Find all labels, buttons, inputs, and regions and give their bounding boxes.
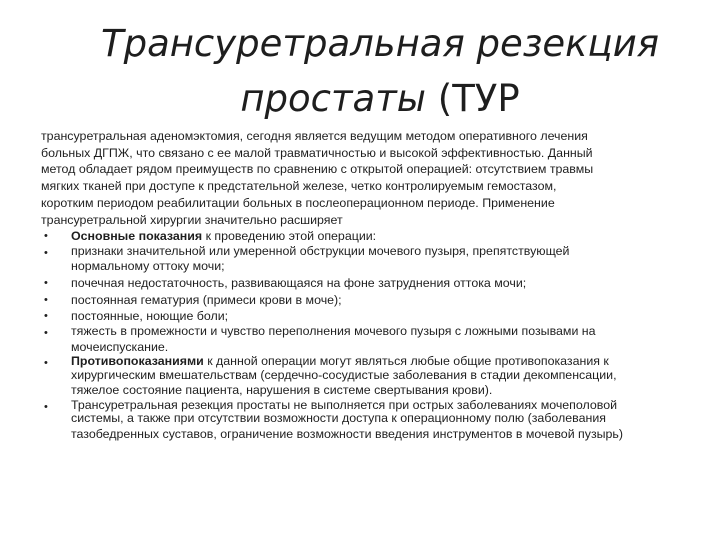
bullet-not-performed (41, 399, 691, 443)
slide-body (41, 128, 691, 442)
intro-line: мягких тканей при доступе к предстательной железе, четко контролируемым гемостазом, (41, 179, 557, 194)
bullet-hematuria (41, 292, 691, 309)
bullet-obstruction (41, 245, 691, 275)
bullet-text-rest: к данной операции могут являться любые общие противопоказания к (203, 354, 609, 369)
bullet-text-line: тяжесть в промежности и чувство переполнения мочевого пузыря с ложными позывами на (71, 324, 596, 339)
bullet-text-line: мочеиспускание. (71, 339, 169, 354)
intro-line: коротким периодом реабилитации больных в послеоперационном периоде. Применение (41, 195, 555, 210)
slide-title-italic-word: простаты (240, 77, 426, 120)
bullet-text: постоянные, ноющие боли; (71, 309, 229, 324)
intro-paragraph (41, 128, 691, 228)
bullet-text: почечная недостаточность, развивающаяся на фоне затруднения оттока мочи; (71, 276, 527, 291)
bullet-text-line: системы, а также при отсутствии возможности доступа к операционному полю (заболевания (71, 411, 606, 426)
bullet-text: постоянная гематурия (примеси крови в моче); (71, 292, 342, 307)
slide-title (80, 16, 680, 126)
bullet-text-line: признаки значительной или умеренной обструкции мочевого пузыря, препятствующей (71, 243, 570, 258)
bullet-icon: • (44, 246, 48, 259)
bold-term-indications: Основные показания (71, 229, 203, 244)
bullet-text-line: Трансуретральная резекция простаты не выполняется при острых заболеваниях мочеполовой (71, 397, 618, 412)
bullet-contraindications (41, 355, 691, 399)
bullet-icon: • (44, 293, 48, 306)
intro-line: трансуретральной хирургии значительно расширяет (41, 212, 343, 227)
bullet-text-line (71, 355, 691, 368)
bold-term-contraindications: Противопоказаниями (71, 354, 204, 369)
intro-line: трансуретральная аденомэктомия, сегодня является ведущим методом оперативного лечения (41, 129, 588, 143)
slide-title-rest: (ТУР (426, 77, 520, 120)
bullet-text-line: тазобедренных суставов, ограничение возможности введения инструментов в мочевой пузырь) (71, 426, 624, 441)
bullet-indications (41, 228, 691, 245)
bullet-icon: • (44, 310, 48, 323)
bullet-text-line: хирургическим вмешательствам (сердечно-сосудистые заболевания в стадии декомпенсации, (71, 367, 617, 382)
slide-title-line-1: Трансуретральная резекция (100, 22, 660, 65)
bullet-text (71, 228, 691, 245)
bullet-icon: • (44, 230, 48, 243)
bullet-icon: • (44, 400, 48, 413)
bullet-perineal-heaviness (41, 325, 691, 355)
bullet-icon: • (44, 327, 48, 340)
bullet-text-line: тяжелое состояние пациента, нарушения в системе свертывания крови). (71, 383, 493, 398)
intro-line: метод обладает рядом преимуществ по сравнению с открытой операцией: отсутствием травмы (41, 162, 594, 177)
slide-title-line-2 (80, 71, 680, 126)
bullet-icon: • (44, 277, 48, 290)
bullet-renal-failure (41, 275, 691, 292)
bullet-text-rest: к проведению этой операции: (202, 229, 377, 244)
bullet-icon: • (44, 357, 48, 370)
bullet-text-line: нормальному оттоку мочи; (71, 259, 225, 274)
intro-line: больных ДГПЖ, что связано с ее малой травматичностью и высокой эффективностью. Данный (41, 145, 593, 160)
bullet-pain (41, 308, 691, 325)
bullet-list (41, 228, 691, 442)
